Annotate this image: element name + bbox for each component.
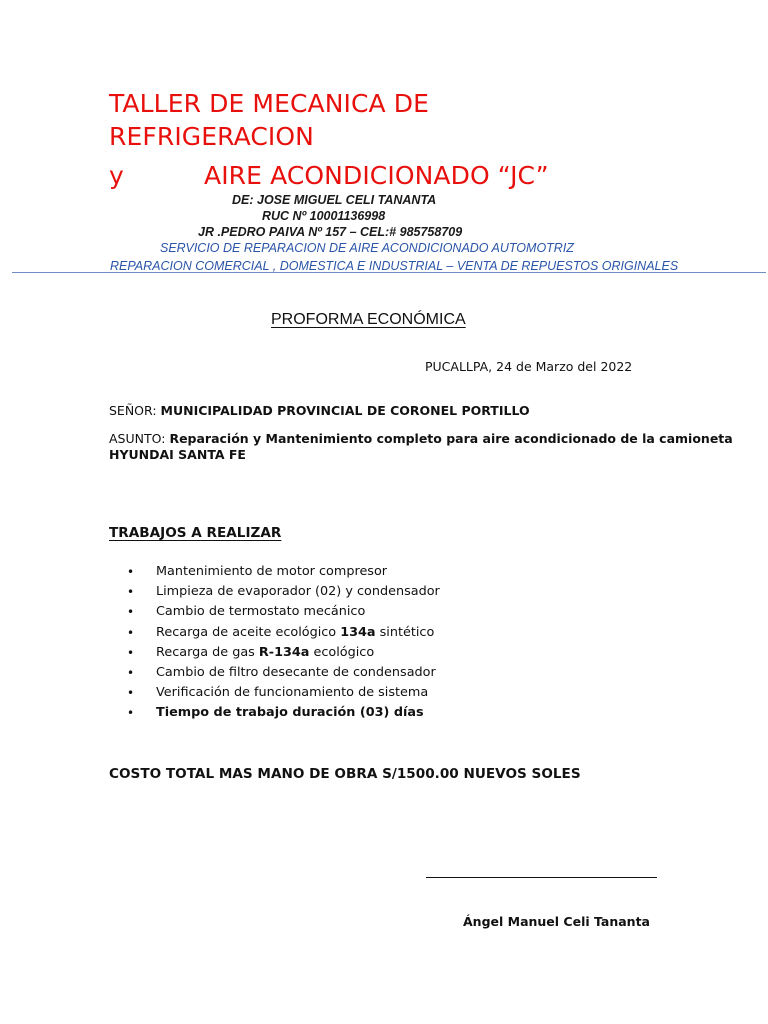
bullet-icon: • [127,585,135,600]
recipient-value: MUNICIPALIDAD PROVINCIAL DE CORONEL PORTILLO [160,403,530,418]
list-item-text [156,623,434,643]
signature-name: Ángel Manuel Celi Tananta [463,914,650,929]
bullet-icon: • [127,625,135,640]
list-item-text [156,643,374,663]
subject-label: ASUNTO: [109,431,166,446]
bullet-icon: • [127,686,135,701]
list-item-text: Cambio de termostato mecánico [156,604,366,620]
list-item-text-pre: Recarga de gas [156,644,259,660]
owner-name: DE: JOSE MIGUEL CELI TANANTA [232,193,437,207]
list-item-text: Tiempo de trabajo duración (03) días [156,705,424,721]
service-line-2: REPARACION COMERCIAL , DOMESTICA E INDUSTRIAL – VENTA DE REPUESTOS ORIGINALES [110,259,679,273]
list-item-text-pre: Recarga de aceite ecológico [156,624,341,640]
place-date: PUCALLPA, 24 de Marzo del 2022 [425,359,633,374]
bullet-icon: • [127,605,135,620]
recipient-label: SEÑOR: [109,403,157,418]
service-line-1: SERVICIO DE REPARACION DE AIRE ACONDICIONADO AUTOMOTRIZ [160,241,574,255]
list-item-text-post: sintético [375,624,435,640]
works-heading: TRABAJOS A REALIZAR [109,525,282,541]
list-item-text: Limpieza de evaporador (02) y condensador [156,584,440,600]
subject-text: Reparación y Mantenimiento completo para aire acondicionado de la camioneta [169,431,733,446]
list-item-text: Verificación de funcionamiento de sistema [156,685,429,701]
company-title-line-1: TALLER DE MECANICA DE [109,89,430,118]
signature-line [426,877,657,878]
list-item-text: Cambio de filtro desecante de condensador [156,664,436,680]
subject-line-2: HYUNDAI SANTA FE [109,447,246,462]
company-title-line-3-prefix: y [109,161,124,190]
list-item-text-post: ecológico [309,644,375,660]
address-phone: JR .PEDRO PAIVA Nº 157 – CEL:# 985758709 [198,225,463,239]
total-cost: COSTO TOTAL MAS MANO DE OBRA S/1500.00 NUEVOS SOLES [109,766,581,782]
company-title-line-3: AIRE ACONDICIONADO “JC” [204,161,549,190]
document-title: PROFORMA ECONÓMICA [271,311,466,328]
company-title-line-2: REFRIGERACION [109,122,314,151]
bullet-icon: • [127,645,135,660]
ruc-number: RUC Nº 10001136998 [262,209,386,223]
list-item-text-bold: R-134a [258,644,310,660]
recipient [109,403,530,418]
bullet-icon: • [127,565,135,579]
bullet-icon: • [127,665,135,680]
list-item-text: Mantenimiento de motor compresor [156,564,388,579]
list-item-text-bold: 134a [340,624,376,640]
bullet-icon: • [127,706,135,721]
subject-line-1 [109,431,733,446]
